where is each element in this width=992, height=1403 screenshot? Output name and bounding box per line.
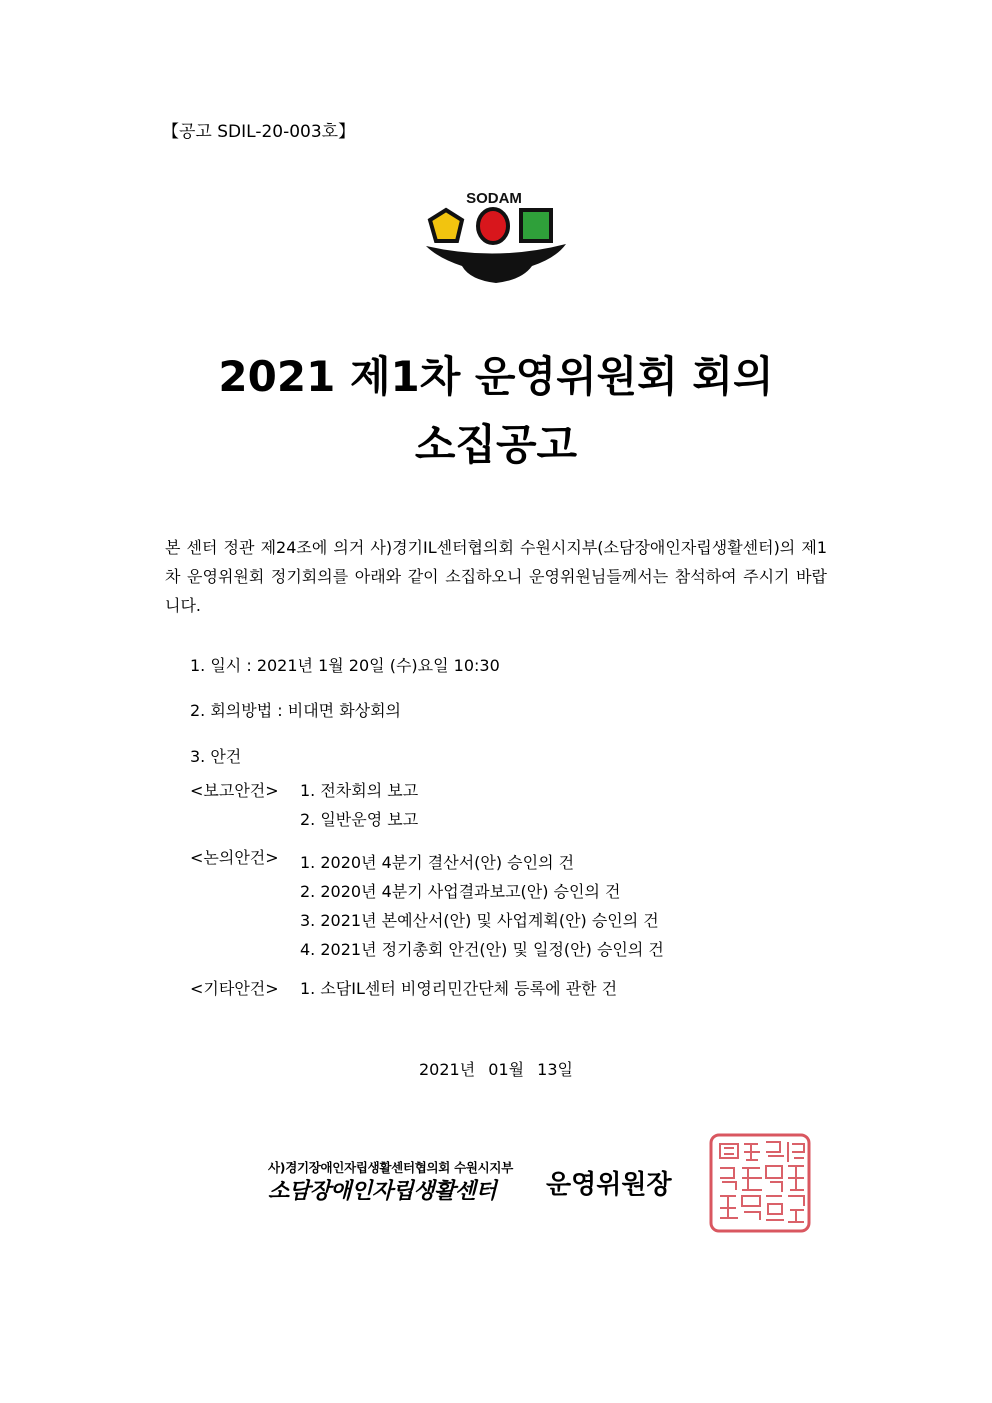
- logo-text: SODAM: [466, 190, 522, 207]
- page-title-line-1: 2021 제1차 운영위원회 회의: [218, 352, 774, 401]
- notice-number: 【공고 SDIL-20-003호】: [162, 122, 356, 142]
- agenda-discussion-label: <논의안건>: [190, 848, 279, 867]
- official-seal-stamp: [708, 1132, 812, 1234]
- green-square-icon: [521, 210, 551, 241]
- chairperson-title: 운영위원장: [546, 1170, 672, 1200]
- intro-paragraph: 본 센터 정관 제24조에 의거 사)경기IL센터협의회 수원시지부(소담장애인자립생활센터)의 제1차 운영위원회 정기회의를 아래와 같이 소집하오니 운영위원님들께서는 참석하여 주시기 바랍니다.: [165, 538, 827, 615]
- yellow-pentagon-icon: [430, 210, 462, 241]
- bowl-icon: [426, 244, 566, 283]
- agenda-discussion-item: 4. 2021년 정기총회 안건(안) 및 일정(안) 승인의 건: [300, 940, 664, 959]
- issue-date: 2021년 01월 13일: [419, 1060, 573, 1079]
- agenda-other-item: 1. 소담IL센터 비영리민간단체 등록에 관한 건: [300, 979, 618, 998]
- agenda-report-item: 1. 전차회의 보고: [300, 781, 419, 800]
- agenda-report-item: 2. 일반운영 보고: [300, 810, 419, 829]
- agenda-discussion-item: 1. 2020년 4분기 결산서(안) 승인의 건: [300, 853, 575, 872]
- item-datetime: 1. 일시 : 2021년 1월 20일 (수)요일 10:30: [190, 656, 500, 675]
- sodam-logo: [424, 186, 568, 286]
- agenda-discussion-item: 2. 2020년 4분기 사업결과보고(안) 승인의 건: [300, 882, 621, 901]
- item-method: 2. 회의방법 : 비대면 화상회의: [190, 701, 402, 720]
- organization-parent: 사)경기장애인자립생활센터협의회 수원시지부: [268, 1160, 513, 1175]
- agenda-discussion-item: 3. 2021년 본예산서(안) 및 사업계획(안) 승인의 건: [300, 911, 659, 930]
- page-title-line-2: 소집공고: [414, 420, 578, 469]
- agenda-other-label: <기타안건>: [190, 979, 279, 998]
- agenda-report-label: <보고안건>: [190, 781, 279, 800]
- item-agenda-heading: 3. 안건: [190, 747, 242, 766]
- organization-name: 소담장애인자립생활센터: [268, 1178, 497, 1204]
- red-circle-icon: [478, 209, 508, 243]
